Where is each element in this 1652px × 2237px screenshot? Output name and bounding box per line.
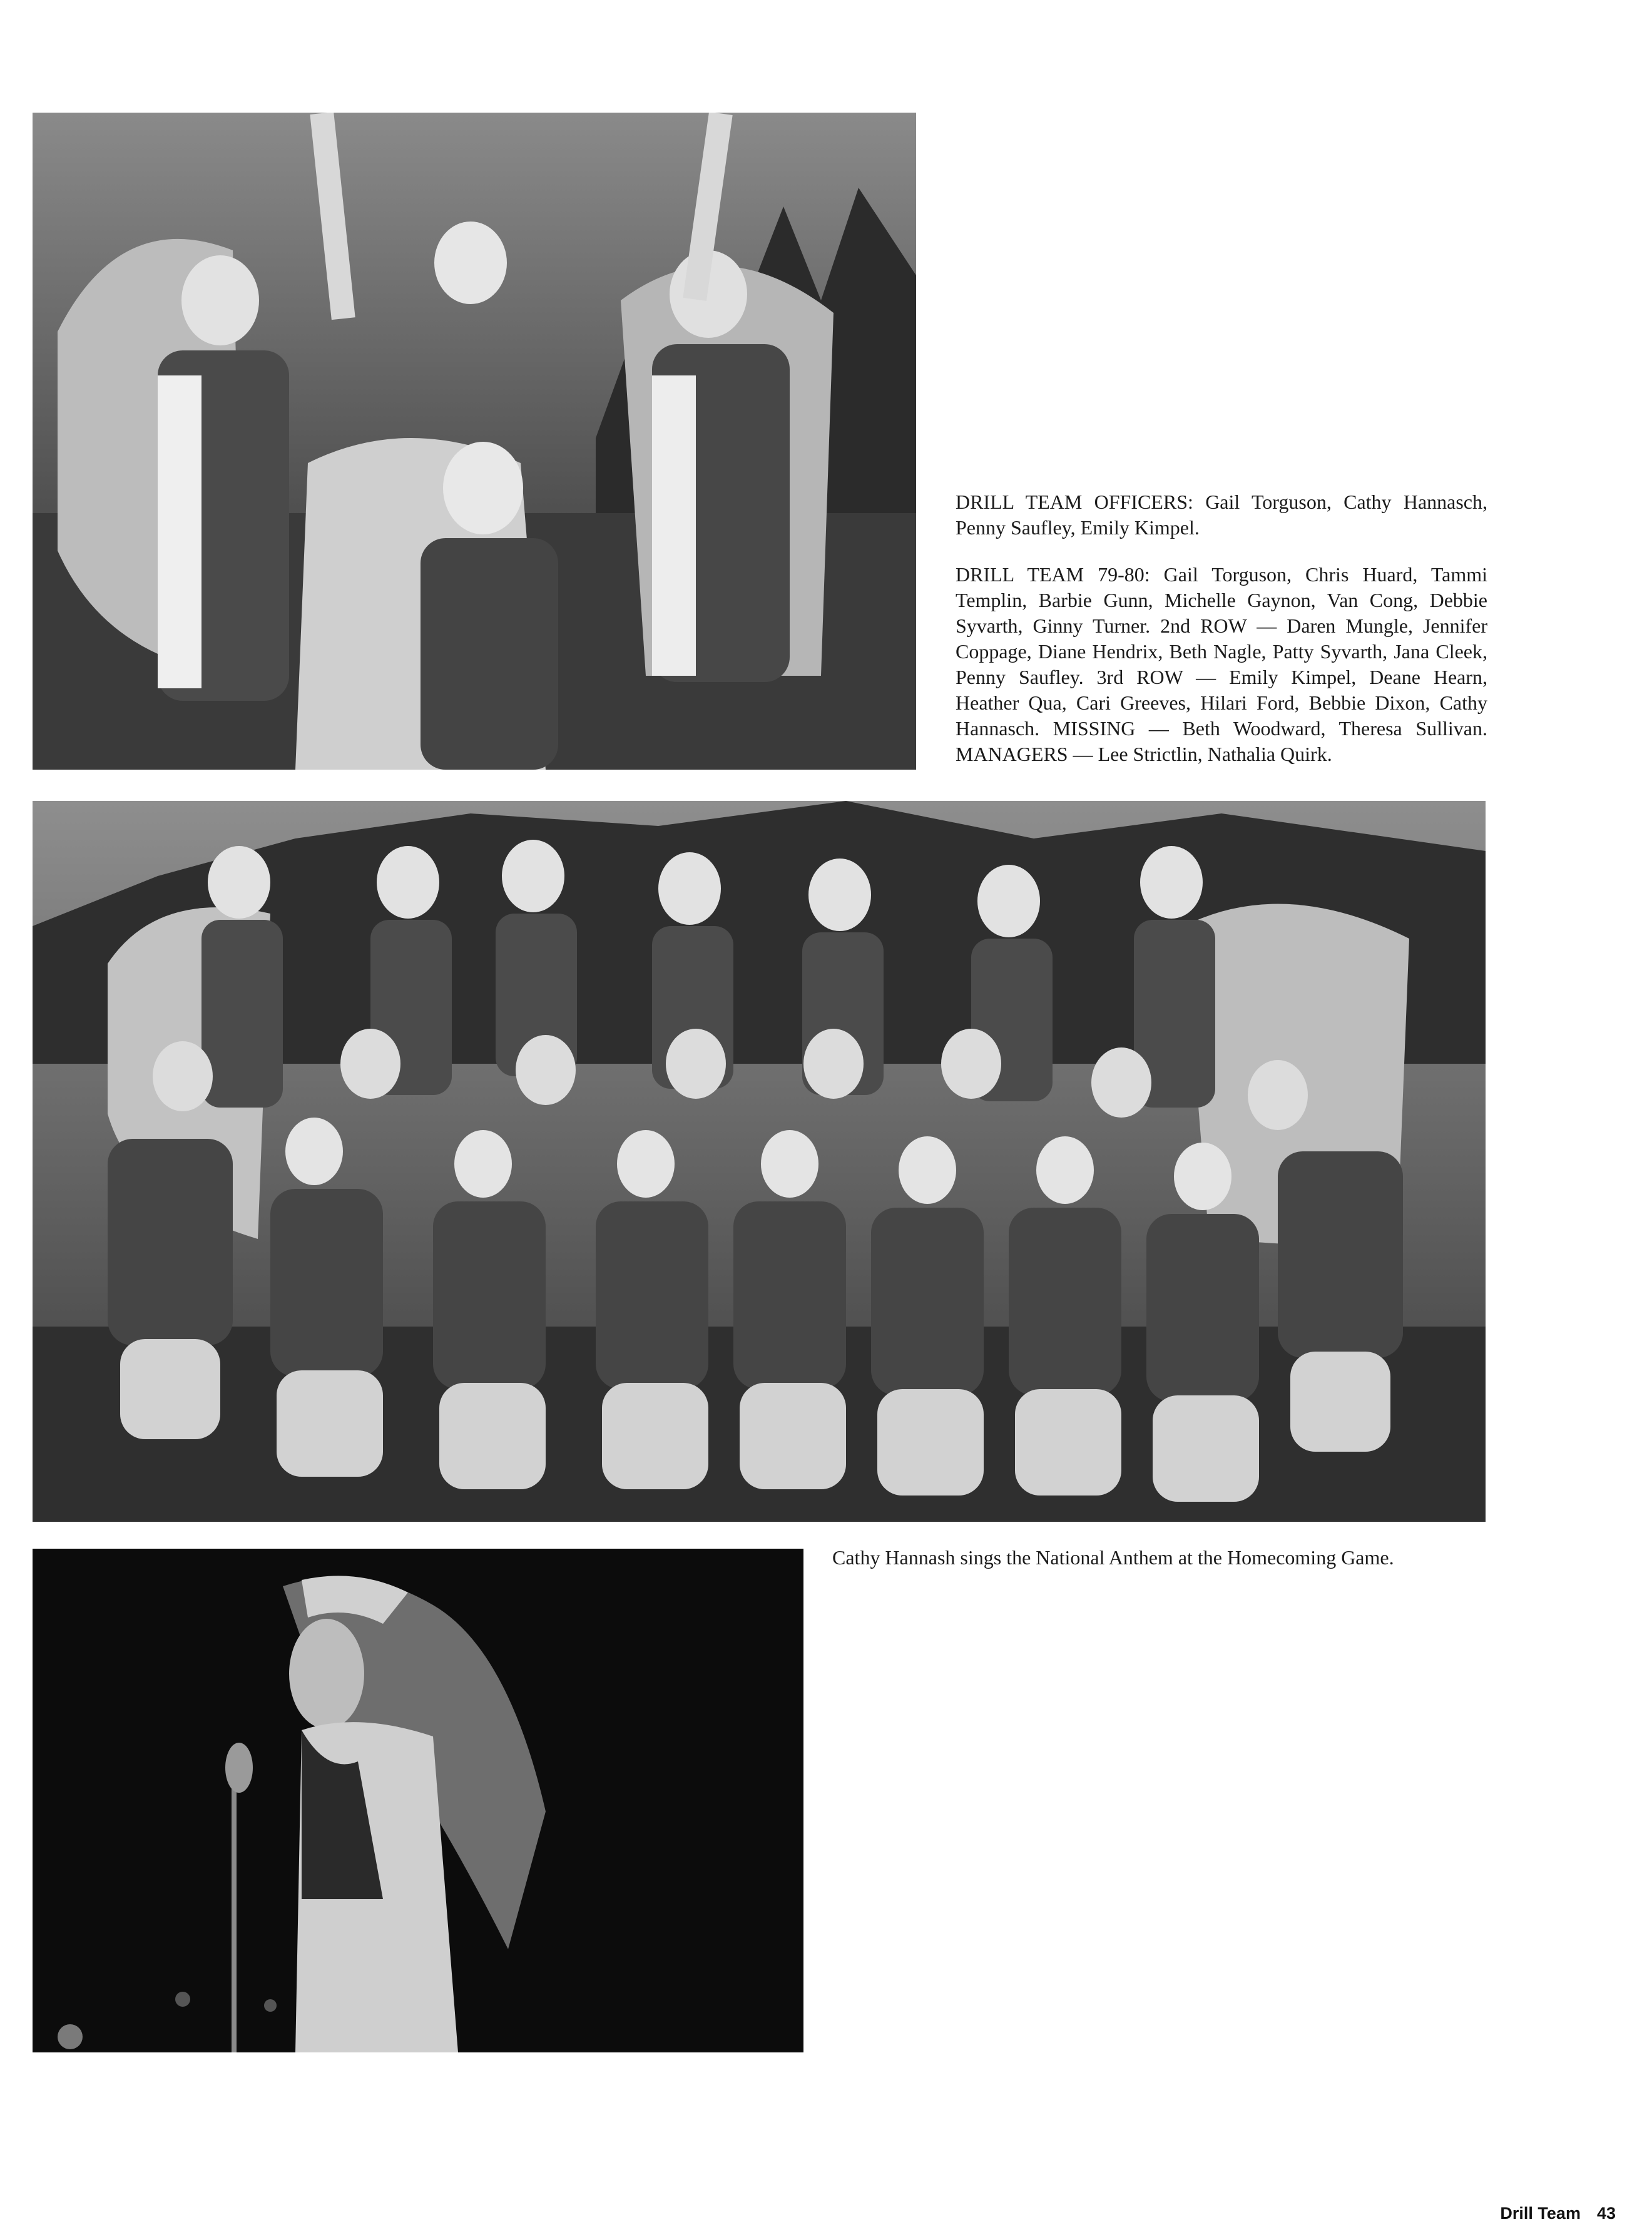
page-footer xyxy=(1500,2204,1616,2223)
anthem-caption: Cathy Hannash sings the National Anthem at the Homecoming Game. xyxy=(832,1546,1394,1569)
page-number: 43 xyxy=(1596,2204,1616,2223)
anthem-photo xyxy=(33,1549,803,2052)
team-photo xyxy=(33,801,1486,1522)
team-caption: DRILL TEAM 79-80: Gail Torguson, Chris Huard, Tammi Templin, Barbie Gunn, Michelle Gaynon, Van Cong, Debbie Syvarth, Ginny Turner. 2nd ROW — Daren Mungle, Jennifer Coppage, Diane Hendrix, Beth Nagle, Patty Syvarth, Jana Cleek, Penny Saufley. 3rd ROW — Emily Kimpel, Deane Hearn, Heather Qua, Cari Greeves, Hilari Ford, Bebbie Dixon, Cathy Hannasch. MISSING — Beth Woodward, Theresa Sullivan. MANAGERS — Lee Strictlin, Nathalia Quirk. xyxy=(956,563,1487,765)
section-name: Drill Team xyxy=(1500,2204,1581,2223)
officers-photo xyxy=(33,113,916,770)
officers-caption: DRILL TEAM OFFICERS: Gail Torguson, Cathy Hannasch, Penny Saufley, Emily Kimpel. xyxy=(956,491,1487,539)
